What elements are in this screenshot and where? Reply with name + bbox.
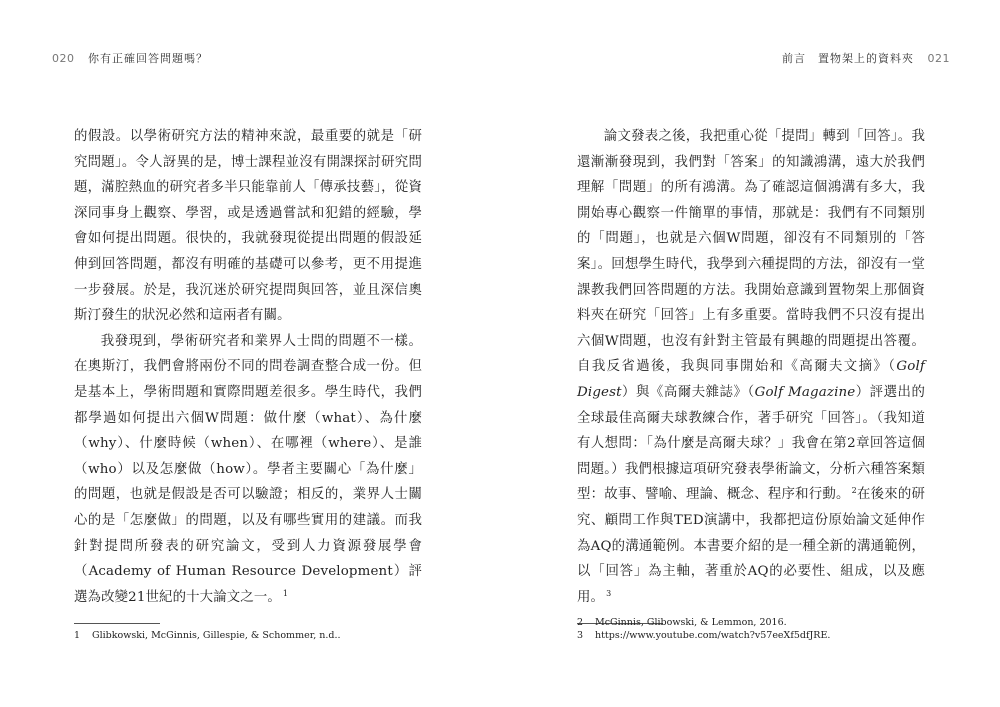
footnote-ref-1[interactable]: 1 bbox=[282, 588, 289, 598]
footnote-1-number: 1 bbox=[74, 630, 81, 641]
right-page-number: 021 bbox=[927, 52, 950, 65]
footnote-ref-2[interactable]: 2 bbox=[851, 486, 857, 496]
golf-magazine-title: Golf Magazine bbox=[754, 384, 856, 400]
footnote-2 bbox=[577, 617, 787, 628]
left-footnote-divider bbox=[74, 623, 160, 624]
footnote-3 bbox=[577, 630, 830, 641]
footnote-2-text: McGinnis, Glibowski, & Lemmon, 2016. bbox=[595, 617, 787, 628]
right-paragraph-text-a: 論文發表之後，我把重心從「提問」轉到「回答」。我還漸漸發現到，我們對「答案」的知識鴻溝，遠大於我們理解「問題」的所有鴻溝。為了確認這個鴻溝有多大，我開始專心觀察一件簡單的事情，那就是：我們有不同類別的「問題」，也就是六個W問題，卻沒有不同類別的「答案」。回想學生時代，我學到六種提問的方法，卻沒有一堂課教我們回答問題的方法。我開始意識到置物架上那個資料夾在研究「回答」上有多重要。當時我們不只沒有提出六個W問題，也沒有針對主管最有興趣的問題提出答覆。自我反省過後，我與同事開始和《高爾夫文摘》（ bbox=[577, 129, 925, 375]
right-paragraph-text-c: ）評選出的全球最佳高爾夫球教練合作，著手研究「回答」。（我知道有人想問：「為什麼是高爾夫球？」我會在第2章回答這個問題。）我們根據這項研究發表學術論文，分析六種答案類型：故事、譬喻、理論、概念、程序和行動。 bbox=[577, 384, 925, 503]
left-paragraph-2 bbox=[74, 329, 422, 611]
footnote-1 bbox=[74, 630, 341, 641]
footnote-3-number: 3 bbox=[577, 630, 584, 641]
right-paragraph-text-d: 在後來的研究、顧問工作與TED演講中，我都把這份原始論文延伸作為AQ的溝通範例。本書要介紹的是一種全新的溝通範例，以「回答」為主軸，著重於AQ的必要性、組成，以及應用。 bbox=[577, 487, 926, 605]
footnote-ref-3[interactable]: 3 bbox=[606, 588, 612, 598]
right-running-header bbox=[782, 50, 950, 66]
left-paragraph-1-text: 的假設。以學術研究方法的精神來說，最重要的就是「研究問題」。令人訝異的是，博士課程並沒有開課探討研究問題，滿腔熱血的研究者多半只能靠前人「傳承技藝」，從資深同事身上觀察、學習，或是透過嘗試和犯錯的經驗，學會如何提出問題。很快的，我就發現從提出問題的假設延伸到回答問題，都沒有明確的基礎可以參考，更不用提進一步發展。於是，我沉迷於研究提問與回答，並且深信奧斯汀發生的狀況必然和這兩者有關。 bbox=[74, 129, 422, 324]
right-header-title: 前言 置物架上的資料夾 bbox=[782, 52, 914, 65]
footnote-1-text: Glibkowski, McGinnis, Gillespie, & Schommer, n.d.. bbox=[92, 630, 341, 641]
footnote-2-number: 2 bbox=[577, 617, 584, 628]
golf-digest-title: Golf Digest bbox=[577, 359, 925, 400]
left-page-body bbox=[74, 124, 422, 610]
right-page-body bbox=[577, 124, 925, 610]
right-paragraph-text-b: ）與《高爾夫雜誌》（ bbox=[621, 384, 755, 400]
right-paragraph-1 bbox=[577, 124, 925, 610]
footnote-3-link[interactable]: https://www.youtube.com/watch?v57eeXf5dfJRE. bbox=[595, 630, 831, 641]
left-header-title: 你有正確回答問題嗎？ bbox=[88, 52, 208, 65]
left-paragraph-1 bbox=[74, 124, 422, 329]
left-running-header bbox=[52, 50, 208, 66]
left-page-number: 020 bbox=[52, 52, 75, 65]
left-paragraph-2-text: 我發現到，學術研究者和業界人士問的問題不一樣。在奧斯汀，我們會將兩份不同的問卷調查整合成一份。但是基本上，學術問題和實際問題差很多。學生時代，我們都學過如何提出六個W問題：做什麼（what）、為什麼（why）、什麼時候（when）、在哪裡（where）、是誰（who）以及怎麼做（how）。學者主要關心「為什麼」的問題，也就是假設是否可以驗證；相反的，業界人士關心的是「怎麼做」的問題，以及有哪些實用的建議。而我針對提問所發表的研究論文，受到人力資源發展學會（Academy of Human Resource Development）評選為改變21世紀的十大論文之一。 bbox=[74, 333, 422, 605]
